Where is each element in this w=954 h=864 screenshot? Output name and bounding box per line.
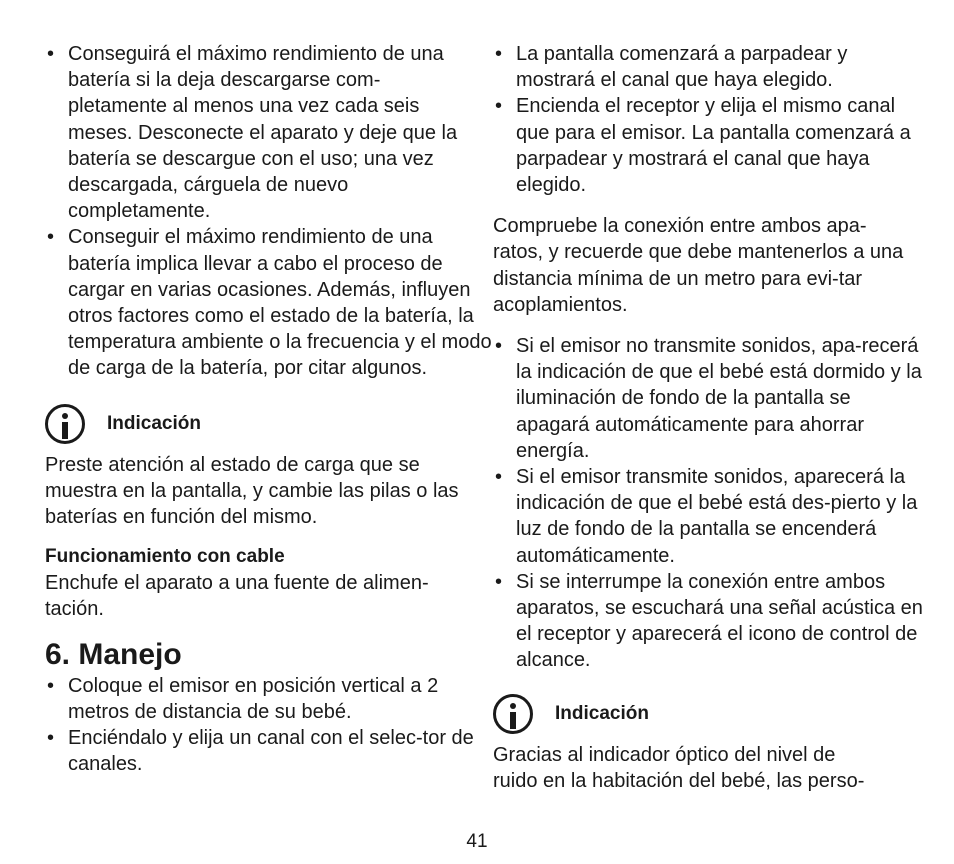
section-title: 6. Manejo [45,637,182,671]
list-item: • Conseguirá el máximo rendimiento de una batería si la deja descargarse com-pletamente al menos una vez cada seis meses. Desconecte el aparato y deje que la batería se descargue con el uso; una vez descargada, cárguela de nuevo completamente. [47,43,458,223]
connection-text: Compruebe la conexión entre ambos apa-ratos, y recuerde que debe mantenerlos a una distancia mínima de un metro para evi-tar acoplamientos. [493,215,904,316]
bullet-icon: • [47,43,55,65]
note-title: Indicación [555,702,649,724]
list-item: • Encienda el receptor y elija el mismo canal que para el emisor. La pantalla comenzará a parpadear y mostrará el canal que haya elegido. [495,95,911,197]
bullet-icon: • [495,466,503,489]
note-text: Preste atención al estado de carga que se muestra en la pantalla, y cambie las pilas o las baterías en función del mismo. [45,453,459,529]
note-title: Indicación [107,412,201,434]
note-header [493,692,913,736]
list-item: • La pantalla comenzará a parpadear y mostrará el canal que haya elegido. [495,43,848,92]
note-header [45,402,465,446]
bullet-icon: • [47,674,55,697]
list-item: • Si se interrumpe la conexión entre ambos aparatos, se escuchará una señal acústica en el receptor y aparecerá el icono de control de alcance. [495,570,923,672]
right-column [493,41,923,794]
note-box [493,692,913,794]
cable-section-text: Enchufe el aparato a una fuente de alimen-tación. [45,572,429,621]
list-item: • Conseguir el máximo rendimiento de una batería implica llevar a cabo el proceso de cargar en varias ocasiones. Además, influyen otros factores como el estado de la batería, la temperatura ambiente o la frecuencia y el modo de carga de la batería, por citar algunos. [47,226,492,380]
left-column [45,41,492,777]
list-item: • Enciéndalo y elija un canal con el selec-tor de canales. [47,727,474,776]
bullet-icon: • [495,43,503,65]
bullet-icon: • [47,727,55,750]
cable-section-heading: Funcionamiento con cable [45,546,285,568]
list-item: • Si el emisor no transmite sonidos, apa-recerá la indicación de que el bebé está dormido y la iluminación de fondo de la pantalla se apagará automáticamente para ahorrar energía. [495,335,922,462]
bullet-icon: • [47,226,55,249]
note-box [45,402,465,531]
info-icon [493,694,533,734]
battery-bullet-list [45,41,492,382]
display-bullet-list [493,41,913,198]
page-number: 41 [466,831,488,852]
bullet-icon: • [495,335,503,358]
status-bullet-list [493,333,923,674]
manejo-bullet-list [45,673,474,778]
list-item: • Coloque el emisor en posición vertical a 2 metros de distancia de su bebé. [47,674,439,723]
list-item: • Si el emisor transmite sonidos, aparecerá la indicación de que el bebé está des-pierto y la luz de fondo de la pantalla se encenderá automáticamente. [495,466,918,567]
note-text: Gracias al indicador óptico del nivel de ruido en la habitación del bebé, las perso- [493,743,865,792]
bullet-icon: • [495,95,503,118]
bullet-icon: • [495,570,503,593]
info-icon [45,404,85,444]
